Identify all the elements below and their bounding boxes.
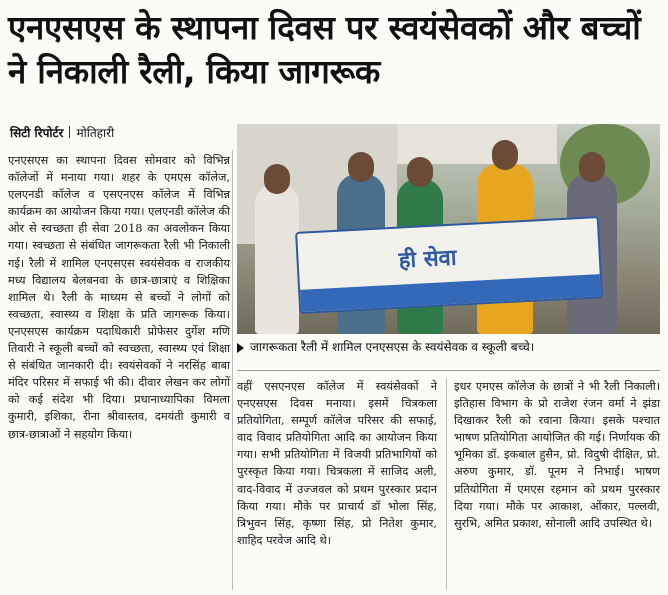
column-divider (446, 378, 447, 590)
photo-caption (237, 336, 660, 371)
byline-divider (69, 126, 70, 138)
photo-person-head (579, 152, 605, 182)
rally-banner-text: ही सेवा (398, 245, 458, 274)
article-column-3: इधर एमएस कॉलेज के छात्रों ने भी रैली निकाली। इतिहास विभाग के प्रो राजेश रंजन वर्मा ने झंडा दिखाकर रैली को रवाना किया। इसके पश्चात भाषण प्रतियोगिता आयोजित की गई। निर्णायक की भूमिका डॉ. इकबाल हुसैन, प्रो. विदुषी दीक्षित, प्रो. अरुण कुमार, डॉ. पूनम ने निभाई। भाषण प्रतियोगिता में एमएस रहमान को प्रथम पुरस्कार दिया गया। मौके पर आकाश, ओंकार, पल्लवी, सुरभि, अमित प्रकाश, सोनाली आदि उपस्थित थे। (454, 380, 660, 530)
photo-person-head (407, 157, 433, 187)
news-photo (237, 124, 660, 334)
photo-person-head (492, 140, 518, 170)
rally-banner-strip (300, 274, 601, 312)
photo-person (255, 184, 299, 334)
caption-arrow-icon (237, 343, 244, 353)
headline: एनएसएस के स्थापना दिवस पर स्वयंसेवकों और बच्चों ने निकाली रैली, किया जागरूक (8, 8, 641, 91)
byline (10, 122, 114, 142)
photo-caption-text: जागरूकता रैली में शामिल एनएसएस के स्वयंसेवक व स्कूली बच्चे। (250, 340, 535, 354)
rally-banner (295, 216, 603, 314)
article-column-1: एनएसएस का स्थापना दिवस सोमवार को विभिन्न कॉलेजों में मनाया गया। शहर के एमएस कॉलेज, एलएनडी कॉलेज व एसएनएस कॉलेज में विभिन्न कार्यक्रम का आयोजन किया गया। एलएनडी कॉलेज की ओर से स्वच्छता ही सेवा 2018 का अवलोकन किया गया। स्वच्छता से संबंधित जागरूकता रैली भी निकाली गई। रैली में शामिल एनएसएस स्वयंसेवक व राजकीय मध्य विद्यालय बेलबनवा के छात्र-छात्राएं व शिक्षिका शामिल थे। रैली के माध्यम से बच्चों ने लोगों को स्वच्छता, स्वास्थ्य व शिक्षा के प्रति जागरूक किया। एनएसएस कार्यक्रम पदाधिकारी प्रोफेसर दुर्गेश मणि तिवारी ने स्कूली बच्चों को स्वच्छता, स्वास्थ्य एवं शिक्षा से संबंधित जानकारी दी। स्वयंसेवकों ने नरसिंह बाबा मंदिर परिसर में सफाई भी की। दीवार लेखन कर लोगों को कई संदेश भी दिया। प्रधानाध्यापिका विमला कुमारी, इशिका, रीना श्रीवास्तव, दमयंती कुमारी व छात्र-छात्राओं ने सहयोग किया। (8, 154, 230, 441)
photo-person-head (264, 164, 290, 194)
article-column-2: वहीं एसएनएस कॉलेज में स्वयंसेवकों ने एनएसएस दिवस मनाया। इसमें चित्रकला प्रतियोगिता, सम्पूर्ण कॉलेज परिसर की सफाई, वाद विवाद प्रतियोगिता आदि का आयोजन किया गया। सभी प्रतियोगिता में विजयी प्रतिभागियों को पुरस्कृत किया गया। चित्रकला में साजिद अली, वाद-विवाद में उज्जवल को प्रथम पुरस्कार प्रदान किया गया। मौके पर प्राचार्य डॉ भोला सिंह, त्रिभुवन सिंह, कृष्णा सिंह, प्रो नितेश कुमार, शाहिद परवेज आदि थे। (237, 380, 437, 547)
photo-person-head (348, 152, 374, 182)
column-divider (232, 150, 233, 590)
reporter-credit: सिटी रिपोर्टर (10, 125, 64, 140)
dateline-city: मोतिहारी (76, 125, 115, 140)
